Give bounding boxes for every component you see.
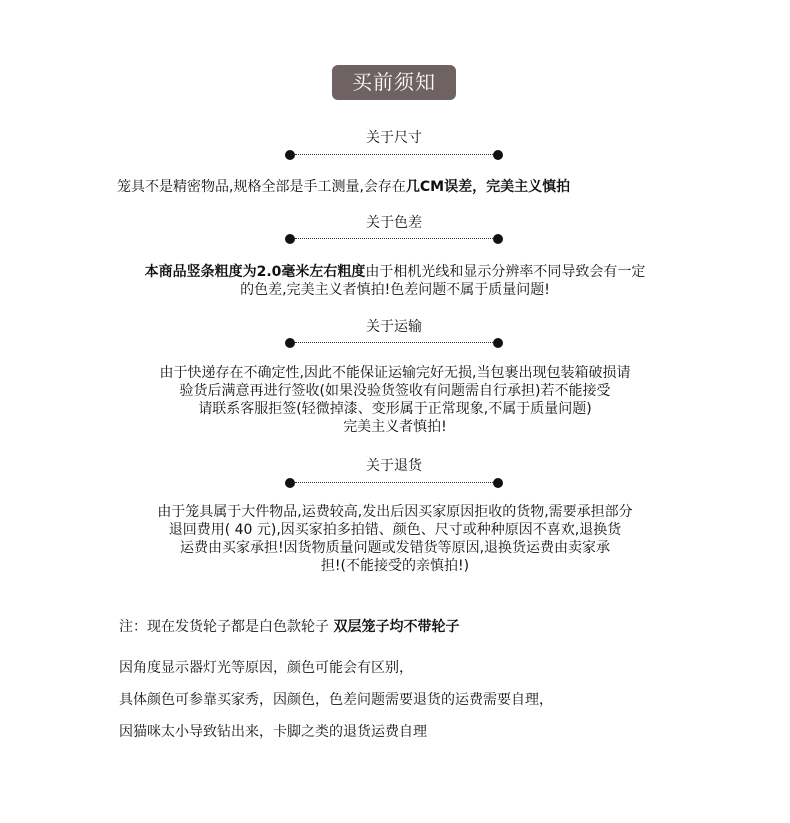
returns-line: 运费由买家承担!因货物质量问题或发错货等原因,退换货运费由卖家承 [179, 540, 611, 556]
section-divider [285, 234, 503, 244]
shipping-line: 由于快递存在不确定性,因此不能保证运输完好无损,当包裹出现包装箱破损请 [159, 365, 631, 381]
color-emphasis: 本商品竖条粗度为2.0毫米左右粗度 [144, 264, 366, 280]
wheel-note [119, 618, 459, 636]
section-heading-size: 关于尺寸 [366, 130, 422, 146]
extra-note: 因角度显示器灯光等原因，颜色可能会有区别， [119, 660, 413, 676]
section-divider [285, 150, 503, 160]
shipping-line: 验货后满意再进行签收(如果没验货签收有问题需自行承担)若不能接受 [179, 383, 611, 399]
extra-note: 因猫咪太小导致钻出来，卡脚之类的退货运费自理 [119, 724, 427, 740]
shipping-line: 请联系客服拒签(轻微掉漆、变形属于正常现象,不属于质量问题) [198, 401, 592, 417]
color-text-line-2: 的色差,完美主义者慎拍!色差问题不属于质量问题! [240, 282, 550, 298]
shipping-paragraph [105, 364, 685, 436]
color-paragraph [95, 263, 695, 299]
page-title: 买前须知 [332, 65, 456, 100]
returns-paragraph [100, 503, 690, 575]
color-text-line-1: 由于相机光线和显示分辨率不同导致会有一定 [365, 264, 646, 280]
size-paragraph [117, 178, 570, 196]
returns-line: 由于笼具属于大件物品,运费较高,发出后因买家原因拒收的货物,需要承担部分 [157, 504, 633, 520]
note-text: 现在发货轮子都是白色款轮子 [147, 619, 334, 635]
shipping-line: 完美主义者慎拍! [343, 419, 447, 435]
section-divider [285, 338, 503, 348]
section-heading-shipping: 关于运输 [366, 319, 422, 335]
section-divider [285, 478, 503, 488]
extra-note: 具体颜色可参靠买家秀，因颜色，色差问题需要退货的运费需要自理， [119, 692, 553, 708]
note-emphasis: 双层笼子均不带轮子 [333, 619, 460, 635]
returns-line: 担!(不能接受的亲慎拍!) [320, 558, 470, 574]
section-heading-returns: 关于退货 [366, 458, 422, 474]
note-label: 注： [119, 619, 147, 635]
section-heading-color: 关于色差 [366, 215, 422, 231]
size-emphasis: 几CM误差，完美主义慎拍 [405, 179, 571, 195]
size-text: 笼具不是精密物品,规格全部是手工测量,会存在 [117, 179, 406, 195]
returns-line: 退回费用( 40 元),因买家拍多拍错、颜色、尺寸或种种原因不喜欢,退换货 [168, 522, 622, 538]
